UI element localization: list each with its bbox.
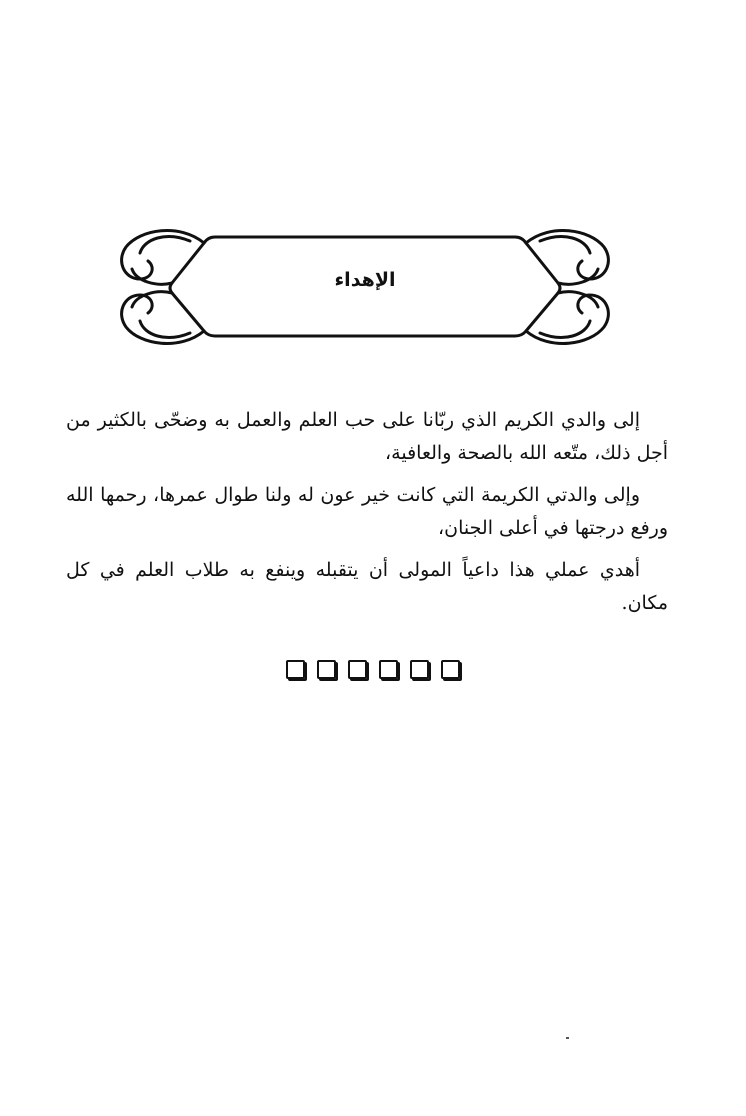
- dedication-text: [66, 404, 668, 629]
- ornament-divider: [0, 660, 746, 679]
- divider-square-icon: [410, 660, 429, 679]
- page-title: الإهداء: [334, 269, 396, 291]
- scan-speck: [566, 1037, 569, 1039]
- paragraph-mother: وإلى والدتي الكريمة التي كانت خير عون له ولنا طوال عمرها، رحمها الله ورفع درجتها في أعلى الجنان،: [66, 484, 668, 539]
- divider-square-icon: [348, 660, 367, 679]
- paragraph-father: إلى والدي الكريم الذي ربّانا على حب العلم والعمل به وضحّى بالكثير من أجل ذلك، متّعه الله بالصحة والعافية،: [66, 409, 668, 464]
- paragraph-dedication: أهدي عملي هذا داعياً المولى أن يتقبله وينفع به طلاب العلم في كل مكان.: [66, 559, 668, 614]
- divider-square-icon: [379, 660, 398, 679]
- divider-square-icon: [317, 660, 336, 679]
- divider-square-icon: [286, 660, 305, 679]
- title-frame: [110, 225, 620, 347]
- divider-square-icon: [441, 660, 460, 679]
